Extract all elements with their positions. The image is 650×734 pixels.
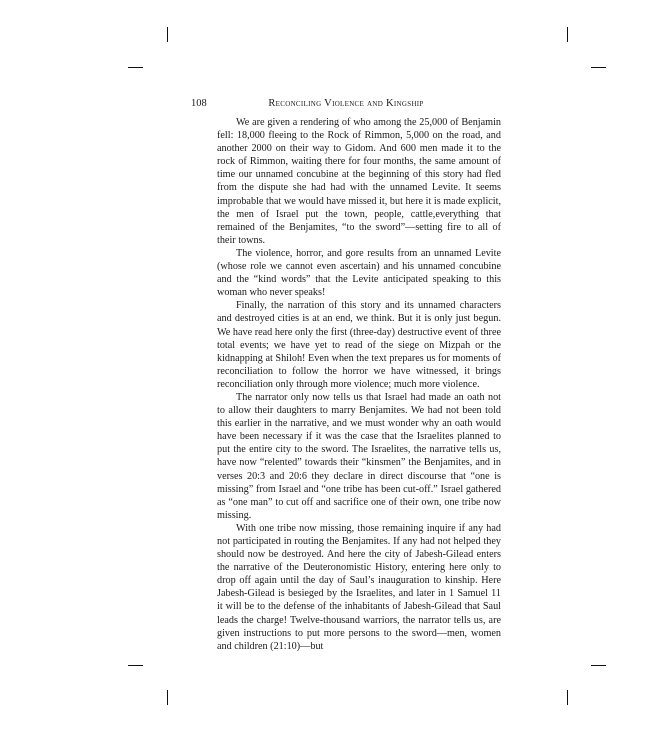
crop-mark-right-bottom <box>591 665 606 666</box>
running-head-title: Reconciling Violence and Kingship <box>268 98 424 109</box>
crop-mark-left-bottom <box>128 665 143 666</box>
body-text <box>217 116 501 653</box>
paragraph: We are given a rendering of who among the 25,000 of Benjamin fell: 18,000 fleeing to the Rock of Rimmon, 5,000 on the road, and another 2000 on their way to Gidom. And 600 men made it to the rock of Rimmon, waiting there for four months, the same amount of time our unnamed concubine at the beginning of this story had fled from the dispute she had had with the unnamed Levite. It seems improbable that we would have missed it, but here it is made explicit, the men of Israel put the town, people, cattle,everything that remained of the Benjamites, “to the sword”—setting fire to all of their towns. <box>217 117 501 246</box>
paragraph: With one tribe now missing, those remaining inquire if any had not participated in routing the Benjamites. If any had not helped they should now be destroyed. And here the city of Jabesh-Gilead enters the narrative of the Deuteronomistic History, entering here only to drop off again until the day of Saul’s inauguration to kinship. Here Jabesh-Gilead is besieged by the Israelites, and later in 1 Samuel 11 it will be to the defense of the inhabitants of Jabesh-Gilead that Saul leads the charge! Twelve-thousand warriors, the narrator tells us, are given instructions to put more persons to the sword—men, women and children (21:10)—but <box>217 522 501 652</box>
crop-mark-bottom-left <box>167 690 168 705</box>
crop-mark-left-top <box>128 67 143 68</box>
paragraph: Finally, the narration of this story and its unnamed characters and destroyed cities is at an end, we think. But it is only just begun. We have read here only the first (three-day) destructive event of three total events; we have yet to read of the siege on Mizpah or the kidnapping at Shiloh! Even when the text prepares us for moments of reconciliation to follow the horror we have witnessed, it brings reconciliation only through more violence; much more violence. <box>217 300 501 390</box>
page-number: 108 <box>191 98 207 109</box>
crop-mark-top-right <box>567 27 568 42</box>
paragraph: The narrator only now tells us that Israel had made an oath not to allow their daughters to marry Benjamites. We had not been told this earlier in the narrative, and we must wonder why an oath would have been necessary if it was the case that the Israelites planned to put the entire city to the sword. The Israelites, the narrative tells us, have now “relented” towards their “kinsmen” the Benjamites, and in verses 20:3 and 20:6 they declare in direct discourse that “one is missing” from Israel and “one tribe has been cut-off.” Israel gathered as “one man” to cut off and sacrifice one of their own, one tribe now missing. <box>217 391 501 521</box>
paragraph: The violence, horror, and gore results from an unnamed Levite (whose role we cannot even ascertain) and his unnamed concubine and the “kind words” that the Levite anticipated speaking to this woman who never speaks! <box>217 247 501 299</box>
crop-mark-bottom-right <box>567 690 568 705</box>
crop-mark-top-left <box>167 27 168 42</box>
crop-mark-right-top <box>591 67 606 68</box>
